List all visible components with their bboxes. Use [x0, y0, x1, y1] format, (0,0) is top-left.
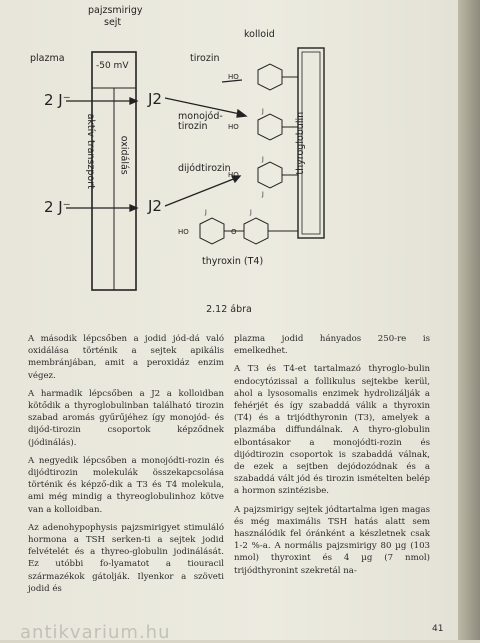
right-column [234, 333, 430, 583]
svg-text:J: J [262, 108, 264, 115]
watermark: antikvarium.hu [20, 622, 171, 643]
right-paragraph: plazma jodid hányados 250-re is emelkedhet. [234, 334, 430, 357]
label-pajzsmirigy: pajzsmirigy [88, 5, 143, 16]
label-tirozin: tirozin [190, 53, 220, 64]
left-paragraph: Az adenohypophysis pajzsmirigyet stimuláló hormona a TSH serken-ti a sejtek jodid felvételét és a thyreo-globulin jodinálását. Ez utóbbi fo-lyamatot a tiouracil származékok gátolják. Ilyenkor a szöveti jodid és [28, 522, 224, 594]
label-plazma: plazma [30, 53, 65, 64]
label-aktiv-transzport: aktív transzport [84, 113, 96, 189]
ring-diiodo [258, 162, 282, 188]
label-thyroxin: thyroxin (T4) [202, 256, 264, 267]
left-paragraph: A harmadik lépcsőben a J2 a kolloidban kötődik a thyroglobulinban található tirozin szabad aromás gyűrűjéhez így monojód- és dijód-tirozin csoportok képződnek (jódinálás). [28, 388, 224, 448]
label-kolloid: kolloid [244, 29, 275, 40]
svg-text:J: J [262, 191, 264, 198]
svg-text:HO: HO [228, 73, 239, 81]
figure-caption: 2.12 ábra [206, 304, 252, 315]
label-j2-bottom: J2 [148, 197, 162, 215]
page-edge [458, 0, 480, 640]
thyroid-diagram [0, 0, 458, 300]
ring-tyrosine [258, 64, 282, 90]
ring-monoiodo [258, 114, 282, 140]
label-monojod: monojód- tirozin [178, 111, 223, 133]
svg-text:HO: HO [228, 123, 239, 131]
label-thyroglobulin: thyroglobulin [295, 111, 307, 175]
left-column [28, 333, 224, 601]
right-paragraph: A T3 és T4-et tartalmazó thyroglo-bulin endocytózissal a follikulus sejtekbe kerül, ahol a lysosomalis enzimek hydrolizálják a fehérjét és így szabaddá válik a thyroxin (T4) és a trijódthyronin (T3), amelyek a plazmába diffundálnak. A thyro-globulin elbontásakor a monojódti-rozin és dijódtirozin csoportok is szabaddá válnak, de ezek a sejtben dejódozódnak és a szabaddá vált jód és tirozin ismételten belép a hormon szintézisbe. [234, 364, 430, 497]
svg-text:J: J [250, 209, 252, 216]
left-paragraph: A negyedik lépcsőben a monojódti-rozin és dijódtirozin molekulák összekapcsolása történik és képző-dik a T3 és T4 molekula, ami még mindig a thyreoglobulinhoz kötve van a kolloidban. [28, 455, 224, 515]
svg-text:J: J [205, 209, 207, 216]
label-iodide-top: 2 J⁻ [44, 91, 71, 109]
arrow-j2-bottom [165, 178, 236, 206]
label-sejt: sejt [104, 17, 122, 28]
svg-text:J: J [262, 156, 264, 163]
label-mv: -50 mV [96, 61, 129, 71]
ring-thyroxin-b [244, 218, 268, 244]
label-dijodtirozin: dijódtirozin [178, 163, 231, 174]
right-paragraph: A pajzsmirigy sejtek jódtartalma igen magas és még maximális TSH hatás alatt sem használódik fel óránként a készletnek csak 1-2 %-a. A normális pajzsmirigy 80 µg (103 nmol) thyroxint és 4 µg (7 nmol) trijódthyronint szekretál na- [234, 504, 430, 576]
svg-text:HO: HO [228, 171, 239, 179]
svg-text:O: O [231, 228, 237, 236]
label-oxidalas: oxidálás [118, 135, 130, 175]
svg-text:HO: HO [178, 228, 189, 236]
left-paragraph: A második lépcsőben a jodid jód-dá való oxidálása történik a sejtek apikális membránjában, amit a peroxidáz enzim végez. [28, 334, 224, 381]
label-iodide-bottom: 2 J⁻ [44, 198, 71, 216]
page-number: 41 [432, 624, 444, 634]
label-j2-top: J2 [148, 90, 162, 108]
ring-thyroxin-a [200, 218, 224, 244]
